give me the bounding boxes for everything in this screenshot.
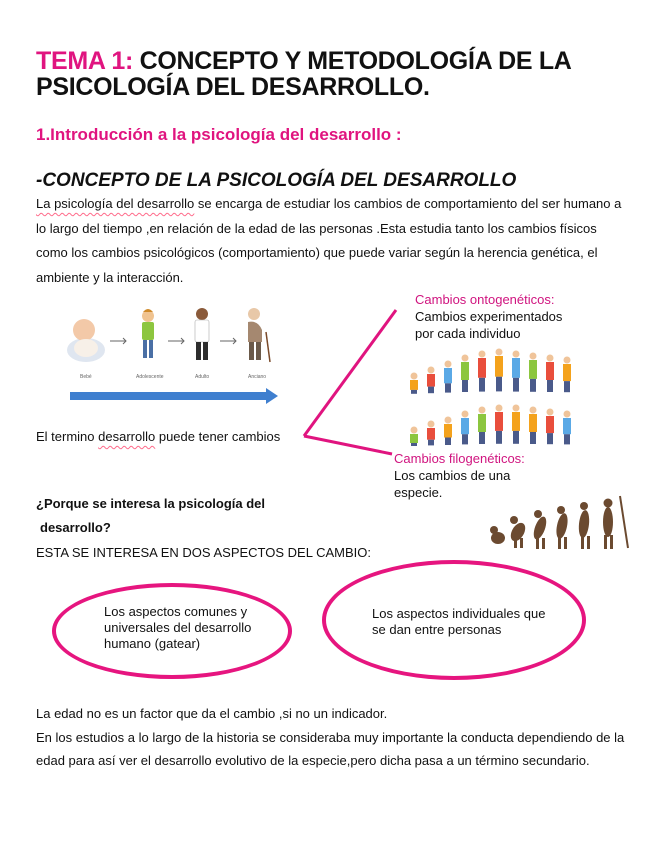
ontogeneticos-line1: Cambios experimentados <box>415 309 563 324</box>
teen-figure <box>142 309 154 358</box>
adult-figure <box>195 308 209 360</box>
ellipse-left-line1: Los aspectos comunes y <box>104 604 248 619</box>
evolution-image <box>488 494 640 550</box>
timeline-arrow-head <box>266 388 278 404</box>
ellipse-left-text <box>104 604 251 652</box>
cambios-sentence <box>36 428 280 445</box>
concept-heading: -CONCEPTO DE LA PSICOLOGÍA DEL DESARROLLO <box>36 170 517 191</box>
page-title <box>36 48 636 100</box>
person-figure <box>529 353 537 392</box>
ontogeneticos-label: Cambios ontogenéticos: <box>415 292 555 307</box>
cambios-before: El termino <box>36 429 99 444</box>
person-figure <box>478 351 486 392</box>
person-figure <box>444 417 452 446</box>
person-figure <box>495 405 503 444</box>
life-stages-image <box>64 308 286 408</box>
stage-caption-1: Bebé <box>80 374 92 380</box>
filogeneticos-line1: Los cambios de una <box>394 468 511 483</box>
stage-caption-4: Anciano <box>248 374 267 380</box>
title-line2: PSICOLOGÍA DEL DESARROLLO. <box>36 73 430 101</box>
person-figure <box>427 421 435 446</box>
person-figure <box>512 405 520 444</box>
person-figure <box>512 351 520 392</box>
person-figure <box>410 427 418 447</box>
person-figure <box>563 411 571 445</box>
person-figure <box>546 355 554 393</box>
concept-rest: se encarga de estudiar los cambios de comportamiento del ser humano a lo largo del tiempo ,en relación de la edad de las personas .Esta estudia tanto los cambios físicos como los cambios psicológicos (comportamiento) que puede variar según la herencia genética, el ambiente y la interacción. <box>36 196 622 285</box>
ellipse-right-text <box>372 606 545 638</box>
person-figure <box>461 355 469 393</box>
cambios-underlined: desarrollo <box>98 429 156 444</box>
ellipse-right-line2: se dan entre personas <box>372 622 502 637</box>
section-heading: 1.Introducción a la psicología del desarrollo : <box>36 125 402 144</box>
question-line1: ¿Porque se interesa la psicología del <box>36 496 266 511</box>
closing-paragraph: En los estudios a lo largo de la historia se consideraba muy importante la conducta dependiendo de la edad para así ver el desarrollo evolutivo de la especie,pero dicha pasa a un término secundario. <box>36 729 625 768</box>
timeline-arrow-bar <box>70 392 266 400</box>
person-figure <box>478 407 486 445</box>
ellipse-left-line2: universales del desarrollo <box>104 620 252 635</box>
person-figure <box>427 367 435 394</box>
filogeneticos-label: Cambios filogenéticos: <box>394 451 525 466</box>
person-figure <box>546 409 554 445</box>
stage-caption-2: Adolescente <box>136 374 164 380</box>
aspects-heading: ESTA SE INTERESA EN DOS ASPECTOS DEL CAMBIO: <box>36 545 371 560</box>
person-figure <box>563 357 571 393</box>
title-line1: CONCEPTO Y METODOLOGÍA DE LA <box>132 47 572 75</box>
person-figure <box>495 349 503 392</box>
people-ages-image <box>402 346 580 448</box>
person-figure <box>410 373 418 394</box>
ontogeneticos-line2: por cada individuo <box>415 326 521 341</box>
person-figure <box>461 411 469 445</box>
closing-block <box>36 702 626 773</box>
cambios-after: puede tener cambios <box>155 429 281 444</box>
concept-underlined: La psicología del desarrollo <box>36 196 195 211</box>
person-figure <box>444 361 452 393</box>
question-block <box>36 492 265 540</box>
closing-line1: La edad no es un factor que da el cambio ,si no un indicador. <box>36 706 388 721</box>
ellipse-left-line3: humano (gatear) <box>104 636 201 651</box>
concept-paragraph <box>36 192 622 290</box>
baby-figure <box>67 319 105 362</box>
elderly-figure <box>248 308 270 362</box>
stage-caption-3: Adulto <box>195 374 210 380</box>
title-tema: TEMA 1: <box>36 47 133 75</box>
question-line2: desarrollo? <box>40 520 111 535</box>
ontogeneticos-block <box>415 291 562 342</box>
ellipse-right-line1: Los aspectos individuales que <box>372 606 546 621</box>
filogeneticos-line2: especie. <box>394 485 443 500</box>
person-figure <box>529 407 537 445</box>
